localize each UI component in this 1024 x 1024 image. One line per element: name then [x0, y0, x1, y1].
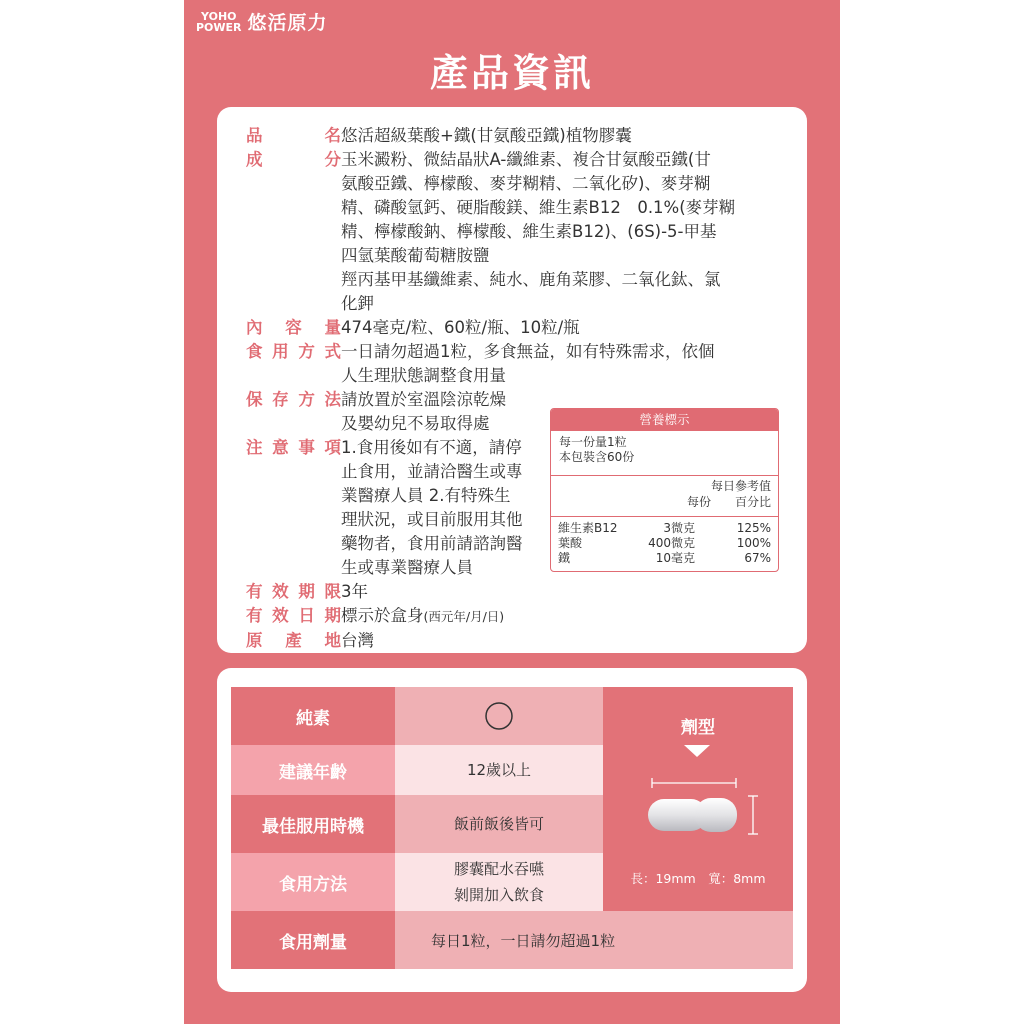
info-value: 玉米澱粉、微結晶狀A-纖維素、複合甘氨酸亞鐵(甘 氨酸亞鐵、檸檬酸、麥芽糊精、二氧化矽)、麥芽糊 精、磷酸氫鈣、硬脂酸鎂、維生素B12 0.1%(麥芽糊 精、檸檬酸鈉、檸檬酸、維生素B12)、(6S)-5-甲基 四氫葉酸葡萄糖胺鹽 羥丙基甲基纖維素、純水、鹿角菜膠、二氧化鈦、氯 化鉀	[341, 150, 736, 313]
info-label: 保 存 方 法	[246, 390, 341, 409]
nutrition-rows	[551, 517, 778, 570]
spec-value-method: 膠囊配水吞嚥 剝開加入飲食	[395, 853, 603, 911]
spec-value-timing: 飯前飯後皆可	[395, 795, 603, 853]
nutrition-row: 葉酸 400微克 100%	[558, 536, 771, 550]
info-value: 標示於盒身(西元年/月/日)	[341, 606, 505, 625]
product-info-list	[246, 124, 786, 653]
info-row-shelf-life	[246, 580, 786, 604]
info-label: 有 效 期 限	[246, 582, 341, 601]
info-label: 品 名	[246, 126, 341, 145]
brand-name: 悠活原力	[247, 12, 328, 34]
dosage-form-title: 劑型	[681, 718, 715, 738]
info-label: 內 容 量	[246, 318, 341, 337]
spec-table	[231, 687, 793, 969]
info-value: 一日請勿超過1粒，多食無益，如有特殊需求，依個 人生理狀態調整食用量	[341, 342, 715, 385]
page-title: 產品資訊	[429, 51, 594, 95]
brand-mark-bottom: POWER	[196, 20, 242, 34]
spec-label-dosage: 食用劑量	[231, 911, 395, 969]
spec-label-method: 食用方法	[231, 853, 395, 911]
info-value: 悠活超級葉酸+鐵(甘氨酸亞鐵)植物膠囊	[341, 126, 632, 145]
nutrition-serving: 每一份量1粒 本包裝含60份	[559, 435, 635, 464]
circle-mark-icon	[484, 701, 514, 731]
info-label: 食 用 方 式	[246, 342, 341, 361]
info-value: 請放置於室溫陰涼乾燥 及嬰幼兒不易取得處	[341, 390, 506, 433]
info-label: 有 效 日 期	[246, 606, 341, 625]
info-row-expiry	[246, 604, 786, 629]
info-row-ingredients	[246, 148, 786, 316]
brand-mark-top: YOHO	[201, 9, 237, 23]
nutrition-title: 營養標示	[551, 409, 778, 431]
spec-value-vegan	[395, 687, 603, 745]
info-label: 原 產 地	[246, 631, 341, 650]
nutrition-facts-box	[550, 408, 779, 572]
info-value: 3年	[341, 582, 368, 601]
spec-label-vegan: 純素	[231, 687, 395, 745]
nutrition-header: 每日參考值 每份 百分比	[686, 479, 771, 509]
info-label: 成 分	[246, 150, 341, 169]
brand-mark	[196, 11, 242, 33]
info-value: 台灣	[341, 631, 374, 650]
nutrition-row: 鐵 10毫克 67%	[558, 551, 771, 565]
spec-value-age: 12歲以上	[395, 745, 603, 795]
brand-logo	[196, 8, 328, 35]
info-row-content	[246, 316, 786, 340]
nutrition-row: 維生素B12 3微克 125%	[558, 521, 771, 535]
capsule-size: 長：19mm 寬：8mm	[630, 871, 766, 886]
info-row-usage	[246, 340, 786, 388]
info-value: 474毫克/粒、60粒/瓶、10粒/瓶	[341, 318, 580, 337]
info-row-name	[246, 124, 786, 148]
info-label: 注 意 事 項	[246, 438, 341, 457]
spec-value-dosage: 每日1粒，一日請勿超過1粒	[395, 911, 793, 969]
dosage-form-panel	[603, 687, 793, 911]
info-value: 1.食用後如有不適，請停 止食用，並請洽醫生或專 業醫療人員 2.有特殊生 理狀況，或目前服用其他 藥物者，食用前請諮詢醫 生或專業醫療人員	[341, 438, 523, 577]
info-row-origin	[246, 629, 786, 653]
spec-label-age: 建議年齡	[231, 745, 395, 795]
spec-label-timing: 最佳服用時機	[231, 795, 395, 853]
